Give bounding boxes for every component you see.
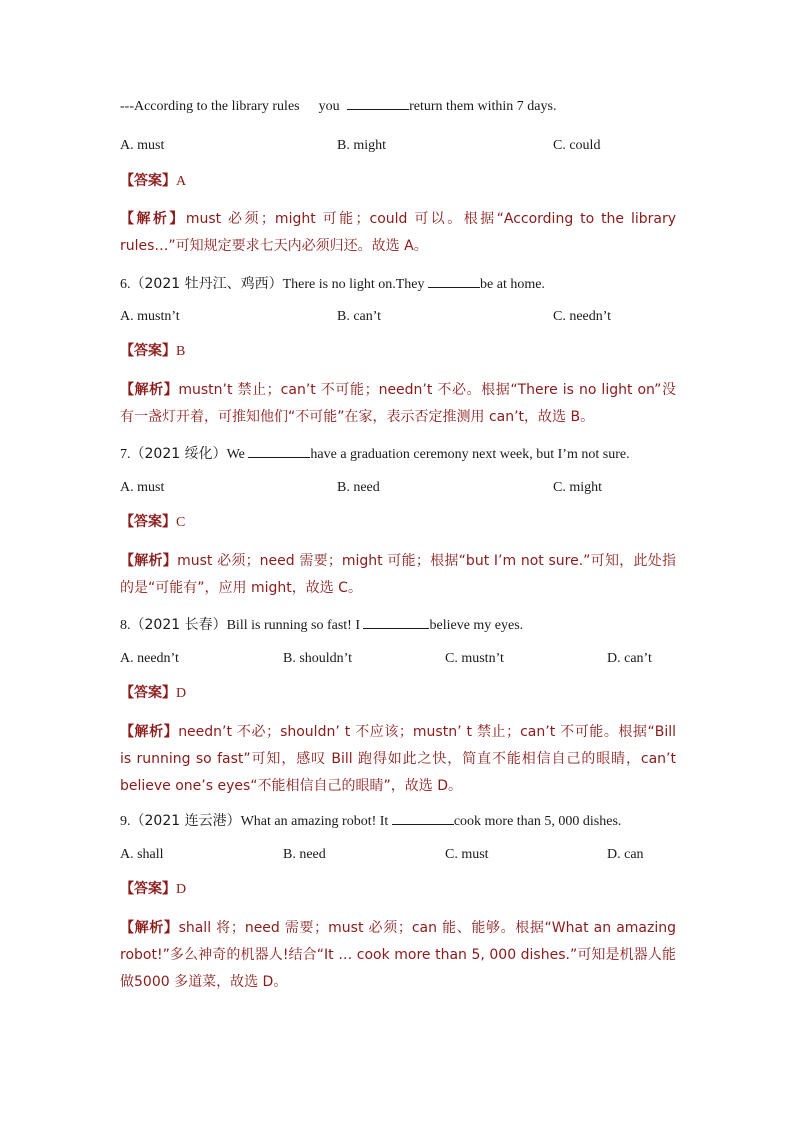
question-9-answer [120,879,186,900]
question-7-answer [120,512,185,533]
question-number: 6. [120,277,131,292]
question-5-stem-pre: ---According to the library rules [120,99,300,114]
option-c: C. must [445,847,489,862]
question-7-stem-post: have a graduation ceremony next week, but I’m not sure. [310,447,630,462]
analysis-text: shall 将；need 需要；must 必须；can 能、能够。根据“What an amazing robot!”多么神奇的机器人!结合“It … cook more than 5, 000 dishes.”可知是机器人能做5000 多道菜，故选 D。 [120,920,676,990]
question-number: 8. [120,618,131,633]
question-8-answer [120,683,186,704]
answer-value: D [176,686,187,701]
question-8-stem-post: believe my eyes. [429,618,524,633]
question-7-analysis [120,548,676,602]
option-c: C. might [553,480,603,495]
answer-value: A [176,174,187,189]
question-5-stem [120,95,556,117]
question-number: 9. [120,814,131,829]
analysis-text: must 必须；need 需要；might 可能；根据“but I’m not sure.”可知，此处指的是“可能有”，应用 might，故选 C。 [120,553,677,596]
question-source: （2021 长春） [130,617,227,633]
option-a: A. must [120,138,165,153]
question-9-stem-post: cook more than 5, 000 dishes. [453,814,622,829]
question-6-stem [120,273,545,295]
question-9-stem-pre: What an amazing robot! It [240,814,389,829]
question-5-answer [120,171,186,192]
option-a: A. mustn’t [120,309,180,324]
answer-tag: 【答案】 [120,343,176,359]
question-6-analysis [120,377,676,431]
option-c: C. needn’t [553,309,612,324]
question-5-stem-post: return them within 7 days. [409,99,557,114]
answer-blank [428,273,480,288]
option-d: D. can [607,847,644,862]
question-5-analysis [120,206,676,260]
option-b: B. need [283,847,326,862]
answer-tag: 【答案】 [120,173,176,189]
answer-tag: 【答案】 [120,881,176,897]
answer-tag: 【答案】 [120,514,176,530]
option-d: D. can’t [607,651,652,666]
question-5-stem-mid: you [318,99,340,114]
question-8-stem-pre: Bill is running so fast! I [226,618,360,633]
option-b: B. need [337,480,380,495]
option-b: B. shouldn’t [283,651,352,666]
question-8-stem [120,614,523,636]
answer-tag: 【答案】 [120,685,176,701]
question-7-stem [120,443,630,465]
analysis-tag: 【解析】 [120,724,179,740]
question-9-analysis [120,915,676,996]
analysis-text: needn’t 不必；shouldn’ t 不应该；mustn’ t 禁止；can’t 不可能。根据“Bill is running so fast”可知，感叹 Bill 跑得如此之快，简直不能相信自己的眼睛，can’t believe one’s eyes“不能相信自己的眼睛”，故选 D。 [120,724,676,794]
answer-blank [347,95,409,110]
analysis-text: mustn’t 禁止；can’t 不可能；needn’t 不必。根据“There is no light on”没有一盏灯开着，可推知他们“不可能”在家，表示否定推测用 can’t，故选 B。 [120,382,677,425]
analysis-text: must 必须；might 可能；could 可以。根据“According to the library rules…”可知规定要求七天内必须归还。故选 A。 [120,211,676,254]
option-c: C. mustn’t [445,651,504,666]
question-6-answer [120,341,185,362]
question-source: （2021 牡丹江、鸡西） [130,276,283,292]
option-c: C. could [553,138,601,153]
option-a: A. must [120,480,165,495]
analysis-tag: 【解析】 [120,211,186,227]
analysis-tag: 【解析】 [120,382,179,398]
answer-value: B [176,344,186,359]
question-9-stem [120,810,621,832]
option-b: B. might [337,138,387,153]
answer-blank [392,810,454,825]
question-8-analysis [120,719,676,800]
question-6-stem-pre: There is no light on.They [282,277,425,292]
answer-blank [363,614,429,629]
question-7-stem-pre: We [226,447,245,462]
option-a: A. needn’t [120,651,179,666]
option-b: B. can’t [337,309,382,324]
analysis-tag: 【解析】 [120,553,178,569]
question-number: 7. [120,447,131,462]
question-source: （2021 绥化） [130,446,227,462]
option-a: A. shall [120,847,164,862]
analysis-tag: 【解析】 [120,920,179,936]
answer-value: D [176,882,187,897]
answer-blank [248,443,310,458]
answer-value: C [176,515,186,530]
question-6-stem-post: be at home. [480,277,545,292]
question-source: （2021 连云港） [130,813,241,829]
